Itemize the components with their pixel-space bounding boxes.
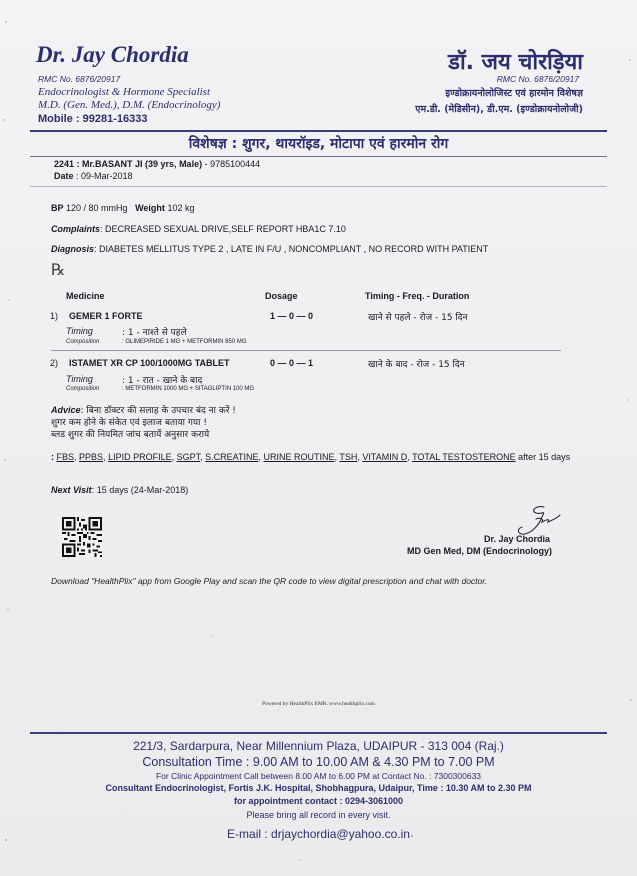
specialist-hi [415,86,583,118]
test-item: FBS [56,452,75,462]
patient-divider [30,186,607,187]
patient-line: 2241 : Mr.BASANT JI (39 yrs, Male) - 9785100444 [54,159,261,169]
patient-id: 2241 [54,159,75,169]
test-item: PPBS [79,452,104,462]
signatory-name: Dr. Jay Chordia [483,534,550,544]
specialist-en [38,86,220,112]
complaints-label: Complaints [51,224,101,234]
medicine-1-timing-label: Timing [66,326,93,336]
date-label: Date [54,171,74,181]
powered-by: Powered by HealthPlix EMR. www.healthplix.com [262,701,375,707]
specialty-banner: विशेषज्ञ : शुगर, थायरॉइड, मोटापा एवं हारमोन रोग [188,136,449,152]
test-item: TSH [339,452,358,462]
qr-code-icon[interactable] [62,517,102,557]
advice-text-2: शुगर कम होने के संकेत एवं इलाज बताया गया ! [51,418,207,428]
doctor-name-en: Dr. Jay Chordia [36,42,189,67]
advice [51,404,351,441]
specialist-title-en: Endocrinologist & Hormone Specialist [38,86,211,98]
medicine-2-composition-label: Composition [66,386,100,392]
header-divider [30,130,607,132]
medicine-header: Medicine [66,291,105,301]
diagnosis-text: : DIABETES MELLITUS TYPE 2 , LATE IN F/U , NONCOMPLIANT , NO RECORD WITH PATIENT [94,244,489,254]
complaints [51,224,346,234]
tests-advised: : FBS, PPBS, LIPID PROFILE, SGPT, S.CREATINE, URINE ROUTINE, TSH, VITAMIN D, TOTAL TESTOSTERONE after 15 days [51,452,571,462]
degrees-en: M.D. (Gen. Med.), D.M. (Endocrinology) [38,99,221,111]
test-item: VITAMIN D [362,452,408,462]
consultant-info: Consultant Endocrinologist, Fortis J.K. Hospital, Shobhagpura, Udaipur, Time : 10.30 AM to 2.30 PM [105,783,532,793]
tests-prefix: : [51,452,57,462]
medicine-1-timing-text: : 1 - नाश्ते से पहले [122,328,187,338]
consultation-time: Consultation Time : 9.00 AM to 10.00 AM & 4.30 PM to 7.00 PM [142,755,495,769]
medicine-2-timing-label: Timing [66,374,93,384]
test-item: SGPT [176,452,201,462]
download-note: Download "HealthPlix" app from Google Play and scan the QR code to view digital prescription and chat with doctor. [51,576,488,586]
advice-text-1: : बिना डॉक्टर की सलाह के उपचार बंद ना करें ! [80,406,236,416]
vitals [51,203,194,213]
diagnosis-label: Diagnosis [51,244,95,254]
bp-label: BP [51,203,64,213]
patient-name: Mr.BASANT JI (39 yrs, Male) [82,159,203,169]
medicine-2-timing-text: : 1 - रात - खाने के बाद [122,376,203,386]
next-visit-label: Next Visit [51,485,92,495]
medicine-2-name: ISTAMET XR CP 100/1000MG TABLET [69,358,230,368]
record-note: Please bring all record in every visit. [246,810,391,820]
test-item: LIPID PROFILE [108,452,172,462]
medicine-separator [51,350,561,351]
tests-suffix: after 15 days [515,452,571,462]
medicine-1-timing: खाने से पहले - रोज - 15 दिन [368,313,468,323]
patient-phone: - 9785100444 [202,159,261,169]
rmc-number-hi: RMC No. 6876/20917 [496,74,579,84]
rmc-number-en: RMC No. 6876/20917 [38,74,121,84]
email[interactable]: E-mail : drjaychordia@yahoo.co.in [227,827,410,841]
weight-label: Weight [135,203,165,213]
specialty-divider [30,156,607,157]
bp-value: 120 / 80 mmHg [66,203,128,213]
visit-date-line: Date : 09-Mar-2018 [54,171,133,181]
medicine-1-number: 1) [50,311,59,321]
hospital-contact: for appointment contact : 0294-3061000 [233,796,404,806]
test-item: TOTAL TESTOSTERONE [412,452,516,462]
specialist-title-hi: इण्डोक्रायनोलोजिस्ट एवं हारमोन विशेषज्ञ [445,88,583,99]
weight-value: 102 kg [167,203,195,213]
degrees-hi: एम.डी. (मेडिसीन), डी.एम. (इण्डोक्रायनोलोजी) [415,104,583,115]
medicine-1-name: GEMER 1 FORTE [69,311,143,321]
dosage-header: Dosage [265,291,298,301]
appointment-info: For Clinic Appointment Call between 8.00 AM to 6.00 PM at Contact No. : 7300300633 [155,771,482,781]
complaints-text: : DECREASED SEXUAL DRIVE,SELF REPORT HBA1C 7.10 [100,224,346,234]
mobile-number: Mobile : 99281-16333 [38,113,148,125]
clinic-address: 221/3, Sardarpura, Near Millennium Plaza, UDAIPUR - 313 004 (Raj.) [133,739,504,753]
patient-info [54,158,260,182]
medicine-1-composition-label: Composition [66,339,100,345]
diagnosis [51,244,488,254]
footer-divider [30,732,607,734]
doctor-name-hi: डॉ. जय चोरड़िया [448,50,583,75]
test-item: S.CREATINE [205,452,259,462]
medicine-1-composition: : GLIMEPIRIDE 1 MG + METFORMIN 850 MG [122,339,247,345]
advice-line-1 [51,404,351,417]
next-visit [51,485,188,495]
advice-text-3: ब्लड शुगर की नियमित जांच बतायें अनुसार कराये [51,430,210,440]
medicine-2-dosage: 0 — 0 — 1 [270,358,314,368]
medicine-2-number: 2) [50,358,59,368]
timing-header: Timing - Freq. - Duration [365,291,470,301]
rx-icon: ℞ [51,262,66,279]
signature [506,503,562,537]
advice-label: Advice [51,405,81,415]
medicine-2-composition: : METFORMIN 1000 MG + SITAGLIPTIN 100 MG [122,386,255,392]
test-item: URINE ROUTINE [263,452,335,462]
medicine-1-dosage: 1 — 0 — 0 [270,311,314,321]
next-visit-text: : 15 days (24-Mar-2018) [91,485,189,495]
signatory-qualification: MD Gen Med, DM (Endocrinology) [407,546,552,556]
visit-date: 09-Mar-2018 [81,171,133,181]
medicine-2-timing: खाने के बाद - रोज - 15 दिन [368,360,465,370]
